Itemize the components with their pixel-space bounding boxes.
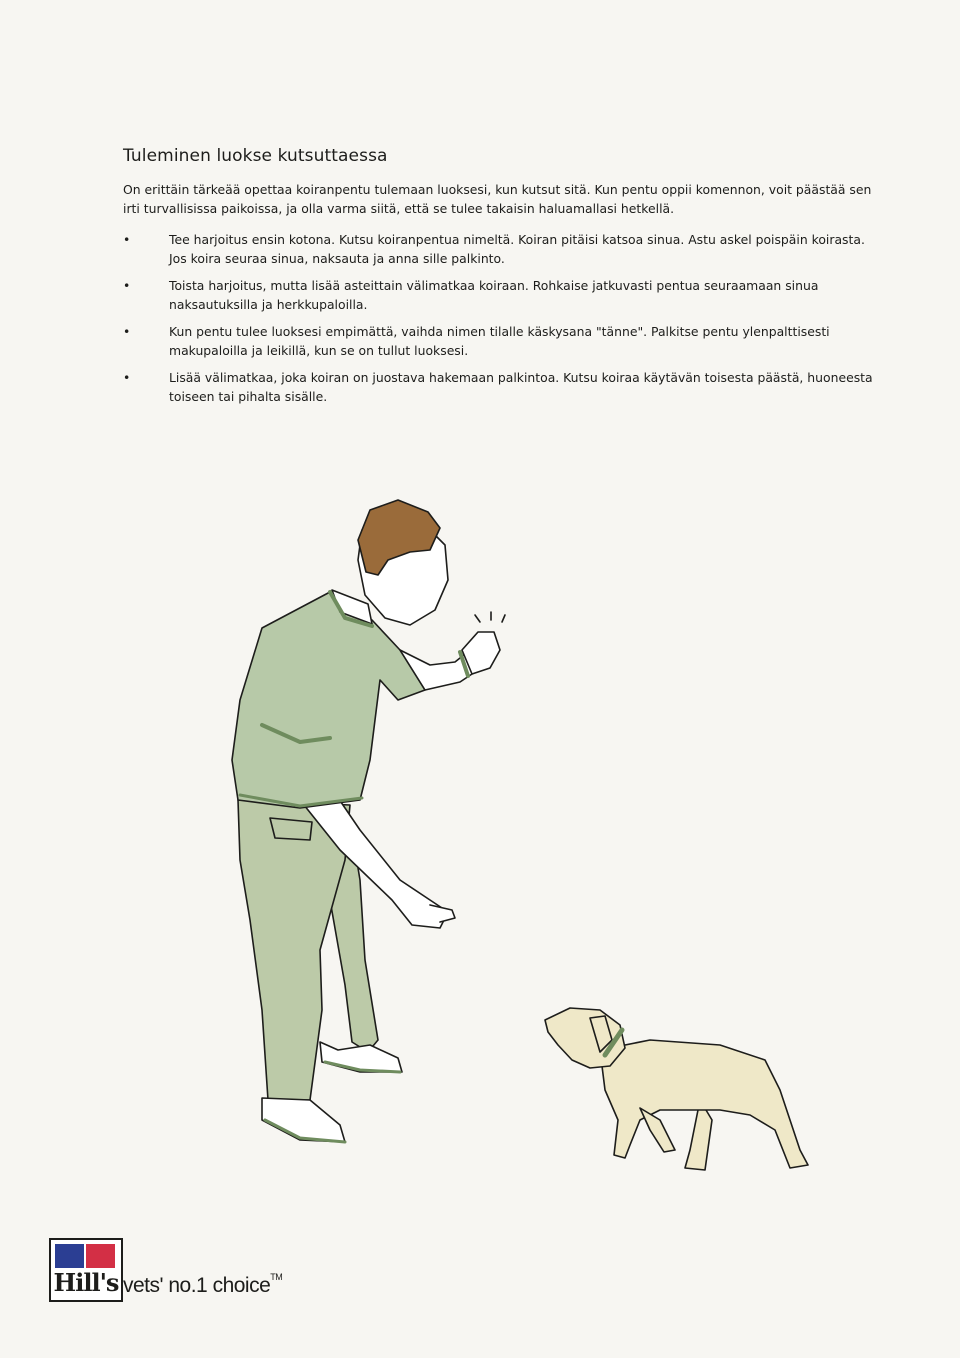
man-back-shoe (320, 1042, 402, 1072)
puppy-head (545, 1008, 625, 1068)
man-shirt (232, 592, 425, 808)
list-item (123, 230, 883, 268)
list-item (123, 276, 883, 314)
step-text: Tee harjoitus ensin kotona. Kutsu koiranpentua nimeltä. Koiran pitäisi katsoa sinua. Astu askel poispäin koirasta. Jos koira seuraa sinua, naksauta ja anna sille palkinto. (169, 232, 865, 266)
page-title: Tuleminen luokse kutsuttaessa (123, 146, 388, 166)
instruction-text-block (123, 146, 883, 414)
logo-red-square (86, 1244, 115, 1268)
bullet-icon: • (123, 370, 131, 385)
brand-tagline (123, 1272, 282, 1298)
logo-wordmark: Hill's (53, 1268, 119, 1297)
tagline-text: vets' no.1 choice (123, 1274, 271, 1297)
trademark-symbol: TM (270, 1272, 283, 1282)
puppy-figure (545, 1008, 808, 1170)
man-and-puppy-illustration (200, 490, 840, 1190)
step-text: Lisää välimatkaa, joka koiran on juostava hakemaan palkintoa. Kutsu koiraa käytävän toisesta päästä, huoneesta toiseen tai pihalta sisälle. (169, 370, 873, 404)
bullet-icon: • (123, 278, 131, 293)
list-item (123, 322, 883, 360)
list-item (123, 368, 883, 406)
man-figure (232, 500, 505, 1142)
logo-blue-square (55, 1244, 84, 1268)
steps-list (123, 230, 883, 406)
man-front-shoe (262, 1098, 345, 1142)
intro-paragraph: On erittäin tärkeää opettaa koiranpentu tulemaan luoksesi, kun kutsut sitä. Kun pentu oppii komennon, voit päästää sen irti turvallisissa paikoissa, ja olla varma siitä, että se tulee takaisin haluamallasi hetkellä. (123, 182, 872, 216)
step-text: Toista harjoitus, mutta lisää asteittain välimatkaa koiraan. Rohkaise jatkuvasti pentua seuraamaan sinua naksautuksilla ja herkkupaloilla. (169, 278, 819, 312)
hills-logo (49, 1238, 123, 1302)
step-text: Kun pentu tulee luoksesi empimättä, vaihda nimen tilalle käskysana "tänne". Palkitse pentu ylenpalttisesti makupaloilla ja leikillä, kun se on tullut luoksesi. (169, 324, 830, 358)
bullet-icon: • (123, 232, 131, 247)
bullet-icon: • (123, 324, 131, 339)
